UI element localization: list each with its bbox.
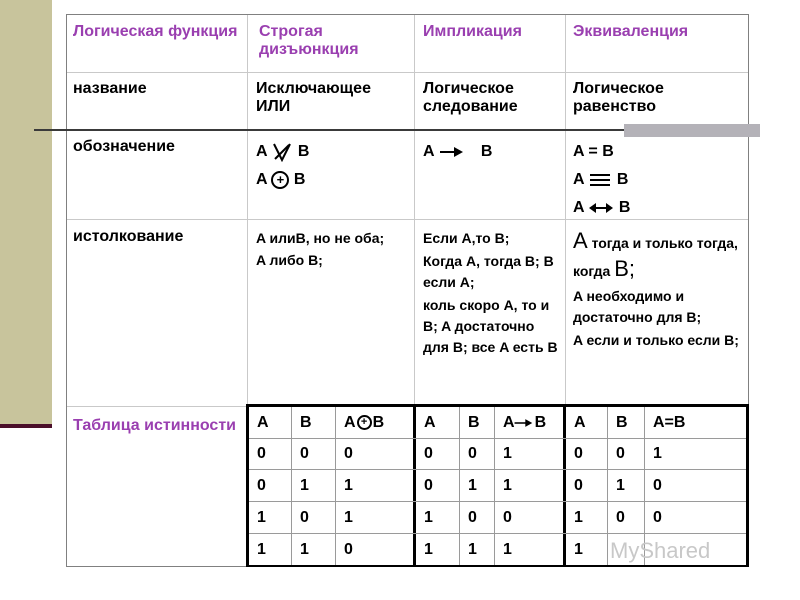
left-right-arrow-icon — [588, 202, 614, 214]
tt-impl-header-b: B — [468, 413, 480, 431]
tt-equiv-header-result: A=B — [653, 413, 686, 431]
header-logic-function: Логическая функция — [73, 23, 238, 40]
name-implication: Логическое следование — [423, 80, 518, 115]
tt-impl-r4-res: 1 — [503, 540, 512, 558]
tt-impl-r2-b: 1 — [468, 476, 477, 494]
tt-equiv-r1-a: 0 — [574, 445, 583, 462]
decorative-stripe-line — [0, 424, 52, 428]
tt-equiv-r2-res: 0 — [653, 476, 662, 494]
header-implication: Импликация — [423, 23, 522, 40]
tt-equiv-r2-a: 0 — [574, 476, 583, 494]
tt-xor-header-a: A — [257, 413, 269, 431]
notation-xor-line2: A + B — [256, 171, 306, 188]
tt-equiv-r3-res: 0 — [653, 508, 662, 526]
notation-equiv-line3: A B — [573, 199, 631, 216]
tt-xor-r4-b: 1 — [300, 540, 309, 558]
decorative-side-stripe — [0, 0, 52, 427]
label-interpretation: истолкование — [73, 228, 184, 245]
name-xor: Исключающее ИЛИ — [256, 80, 371, 115]
col-divider-1 — [247, 15, 248, 407]
tt-impl-r3-res: 0 — [503, 508, 512, 526]
notation-equiv-line1: A = B — [573, 143, 614, 160]
tt-impl-r4-a: 1 — [424, 540, 433, 558]
tt-impl-r1-res: 1 — [503, 445, 512, 462]
tt-xor-header-result: A + B — [344, 413, 385, 431]
tt-impl-r3-b: 0 — [468, 508, 477, 526]
tt-xor-r1-a: 0 — [257, 445, 266, 462]
header-equivalence: Эквиваленция — [573, 23, 689, 40]
tt-equiv-r1-res: 1 — [653, 445, 662, 462]
tt-xor-r2-res: 1 — [344, 476, 353, 494]
header-strict-disjunction: Строгая дизъюнкция — [259, 23, 359, 58]
notation-xor-line1: A B — [256, 143, 310, 160]
triple-bar-icon — [588, 173, 612, 187]
right-arrow-icon — [513, 418, 533, 428]
tt-equiv-header-a: A — [574, 413, 586, 431]
tt-impl-r2-a: 0 — [424, 476, 433, 494]
label-notation: обозначение — [73, 138, 175, 155]
decorative-horizontal-line — [34, 129, 624, 131]
tt-xor-header-b: B — [300, 413, 312, 431]
circled-plus-icon: + — [271, 171, 289, 189]
tt-xor-r2-a: 0 — [257, 476, 266, 494]
tt-impl-r3-a: 1 — [424, 508, 433, 526]
tt-impl-r4-b: 1 — [468, 540, 477, 558]
circled-plus-icon: + — [357, 415, 372, 430]
label-name: название — [73, 80, 147, 97]
tt-equiv-r3-a: 1 — [574, 508, 583, 526]
tt-equiv-r3-b: 0 — [616, 508, 625, 526]
xor-vee-symbol-icon — [271, 142, 293, 162]
interpretation-xor: A илиB, но не оба; A либо B; — [256, 230, 385, 268]
tt-xor-r2-b: 1 — [300, 476, 309, 494]
tt-right-border — [746, 404, 749, 567]
tt-equiv-r4-a: 1 — [574, 540, 583, 558]
tt-xor-r3-res: 1 — [344, 508, 353, 526]
tt-equiv-r2-b: 1 — [616, 476, 625, 494]
interpretation-implication: Если A,то B; Когда A, тогда B; B если A; коль скоро A, то и B; A достаточно для B; все A есть B — [423, 230, 558, 355]
tt-impl-header-result: A B — [503, 413, 547, 431]
watermark-logo: MyShared — [610, 538, 711, 563]
tt-impl-r2-res: 1 — [503, 476, 512, 494]
right-arrow-icon — [438, 146, 464, 158]
name-equivalence: Логическое равенство — [573, 80, 664, 115]
label-truth-table: Таблица истинности — [73, 417, 236, 434]
col-divider-2 — [414, 15, 415, 407]
tt-equiv-header-b: B — [616, 413, 628, 431]
row-divider-1 — [67, 72, 748, 73]
tt-xor-r4-res: 0 — [344, 540, 353, 558]
interp-equiv-p1: A тогда и только тогда, когда B; — [573, 228, 738, 281]
tt-impl-r1-a: 0 — [424, 445, 433, 462]
tt-equiv-r1-b: 0 — [616, 445, 625, 462]
notation-equiv-line2: A B — [573, 171, 629, 188]
tt-impl-r1-b: 0 — [468, 445, 477, 462]
col-divider-3 — [565, 15, 566, 407]
tt-xor-r1-b: 0 — [300, 445, 309, 462]
notation-implication: A B — [423, 143, 493, 160]
tt-bottom-border — [246, 565, 749, 567]
tt-xor-r4-a: 1 — [257, 540, 266, 558]
tt-xor-r3-b: 0 — [300, 508, 309, 526]
tt-impl-header-a: A — [424, 413, 436, 431]
notation-equivalence — [567, 134, 747, 226]
interpretation-equivalence: A тогда и только тогда, когда B; A необходимо и достаточно для B; A если и только если B; — [567, 224, 747, 355]
tt-xor-r1-res: 0 — [344, 445, 353, 462]
tt-xor-r3-a: 1 — [257, 508, 266, 526]
notation-xor — [250, 134, 414, 198]
